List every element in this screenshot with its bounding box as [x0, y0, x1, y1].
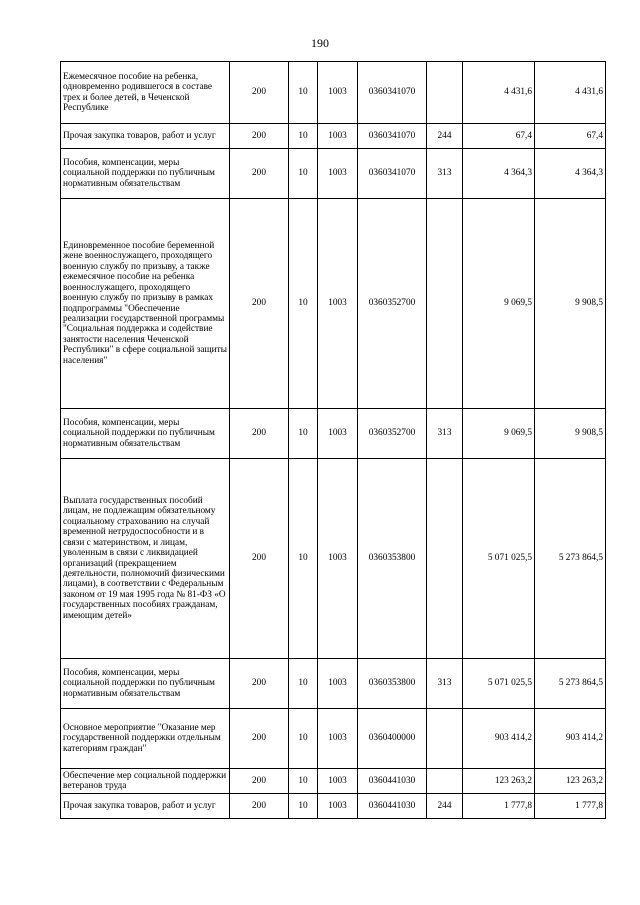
subsection-code: 1003: [318, 459, 358, 659]
amount-year-2: 1 777,8: [535, 794, 606, 819]
subsection-code: 1003: [318, 199, 358, 409]
row-name: Основное мероприятие "Оказание мер государственной поддержки отдельным категориям граждан": [61, 709, 230, 769]
ministry-code: 200: [230, 199, 289, 409]
section-code: 10: [289, 659, 318, 709]
subsection-code: 1003: [318, 149, 358, 199]
row-name: Ежемесячное пособие на ребенка, одновременно родившегося в составе трех и более детей, в Чеченской Республике: [61, 62, 230, 124]
expense-type-code: [427, 459, 463, 659]
expense-type-code: [427, 769, 463, 794]
target-article-code: 0360341070: [358, 149, 427, 199]
subsection-code: 1003: [318, 409, 358, 459]
amount-year-1: 903 414,2: [463, 709, 535, 769]
amount-year-1: 9 069,5: [463, 409, 535, 459]
expense-type-code: [427, 709, 463, 769]
row-name: Пособия, компенсации, меры социальной поддержки по публичным нормативным обязательствам: [61, 149, 230, 199]
table-row: [61, 459, 606, 659]
ministry-code: 200: [230, 794, 289, 819]
section-code: 10: [289, 62, 318, 124]
ministry-code: 200: [230, 149, 289, 199]
target-article-code: 0360341070: [358, 62, 427, 124]
ministry-code: 200: [230, 709, 289, 769]
section-code: 10: [289, 409, 318, 459]
amount-year-2: 903 414,2: [535, 709, 606, 769]
expense-type-code: [427, 62, 463, 124]
table-row: [61, 62, 606, 124]
section-code: 10: [289, 769, 318, 794]
ministry-code: 200: [230, 62, 289, 124]
target-article-code: 0360441030: [358, 769, 427, 794]
expense-type-code: 244: [427, 124, 463, 149]
row-name: Прочая закупка товаров, работ и услуг: [61, 794, 230, 819]
amount-year-1: 123 263,2: [463, 769, 535, 794]
table-row: [61, 409, 606, 459]
budget-table: [60, 61, 606, 819]
amount-year-1: 5 071 025,5: [463, 459, 535, 659]
ministry-code: 200: [230, 659, 289, 709]
section-code: 10: [289, 124, 318, 149]
amount-year-2: 4 431,6: [535, 62, 606, 124]
ministry-code: 200: [230, 124, 289, 149]
amount-year-2: 4 364,3: [535, 149, 606, 199]
section-code: 10: [289, 459, 318, 659]
table-row: [61, 794, 606, 819]
subsection-code: 1003: [318, 709, 358, 769]
amount-year-2: 9 908,5: [535, 409, 606, 459]
table-row: [61, 659, 606, 709]
amount-year-1: 5 071 025,5: [463, 659, 535, 709]
section-code: 10: [289, 794, 318, 819]
section-code: 10: [289, 709, 318, 769]
target-article-code: 0360352700: [358, 199, 427, 409]
row-name: Обеспечение мер социальной поддержки ветеранов труда: [61, 769, 230, 794]
amount-year-1: 4 364,3: [463, 149, 535, 199]
ministry-code: 200: [230, 459, 289, 659]
table-row: [61, 149, 606, 199]
amount-year-1: 1 777,8: [463, 794, 535, 819]
section-code: 10: [289, 149, 318, 199]
target-article-code: 0360353800: [358, 459, 427, 659]
amount-year-2: 9 908,5: [535, 199, 606, 409]
target-article-code: 0360353800: [358, 659, 427, 709]
amount-year-1: 4 431,6: [463, 62, 535, 124]
row-name: Выплата государственных пособий лицам, не подлежащим обязательному социальному страхованию на случай временной нетрудоспособности и в связи с материнством, и лицам, уволенным в связи с ликвидацией организаций (прекращением деятельности, полномочий физическими лицами), в соответствии с Федеральным законом от 19 мая 1995 года № 81-ФЗ «О государственных пособиях гражданам, имеющим детей»: [61, 459, 230, 659]
expense-type-code: [427, 199, 463, 409]
ministry-code: 200: [230, 769, 289, 794]
subsection-code: 1003: [318, 659, 358, 709]
subsection-code: 1003: [318, 794, 358, 819]
table-row: [61, 124, 606, 149]
row-name: Пособия, компенсации, меры социальной поддержки по публичным нормативным обязательствам: [61, 659, 230, 709]
expense-type-code: 313: [427, 409, 463, 459]
expense-type-code: 244: [427, 794, 463, 819]
row-name: Пособия, компенсации, меры социальной поддержки по публичным нормативным обязательствам: [61, 409, 230, 459]
expense-type-code: 313: [427, 659, 463, 709]
table-row: [61, 199, 606, 409]
ministry-code: 200: [230, 409, 289, 459]
amount-year-2: 67,4: [535, 124, 606, 149]
subsection-code: 1003: [318, 124, 358, 149]
amount-year-2: 5 273 864,5: [535, 659, 606, 709]
page-number: 190: [311, 36, 329, 50]
target-article-code: 0360341070: [358, 124, 427, 149]
amount-year-1: 9 069,5: [463, 199, 535, 409]
subsection-code: 1003: [318, 769, 358, 794]
target-article-code: 0360400000: [358, 709, 427, 769]
target-article-code: 0360441030: [358, 794, 427, 819]
target-article-code: 0360352700: [358, 409, 427, 459]
expense-type-code: 313: [427, 149, 463, 199]
amount-year-2: 123 263,2: [535, 769, 606, 794]
amount-year-2: 5 273 864,5: [535, 459, 606, 659]
amount-year-1: 67,4: [463, 124, 535, 149]
table-row: [61, 709, 606, 769]
row-name: Прочая закупка товаров, работ и услуг: [61, 124, 230, 149]
row-name: Единовременное пособие беременной жене военнослужащего, проходящего военную службу по призыву, а также ежемесячное пособие на ребенка военнослужащего, проходящего военную службу по призыву в рамках подпрограммы "Обеспечение реализации государственной программы "Социальная поддержка и содействие занятости населения Чеченской Республики" в сфере социальной защиты населения": [61, 199, 230, 409]
section-code: 10: [289, 199, 318, 409]
subsection-code: 1003: [318, 62, 358, 124]
table-row: [61, 769, 606, 794]
